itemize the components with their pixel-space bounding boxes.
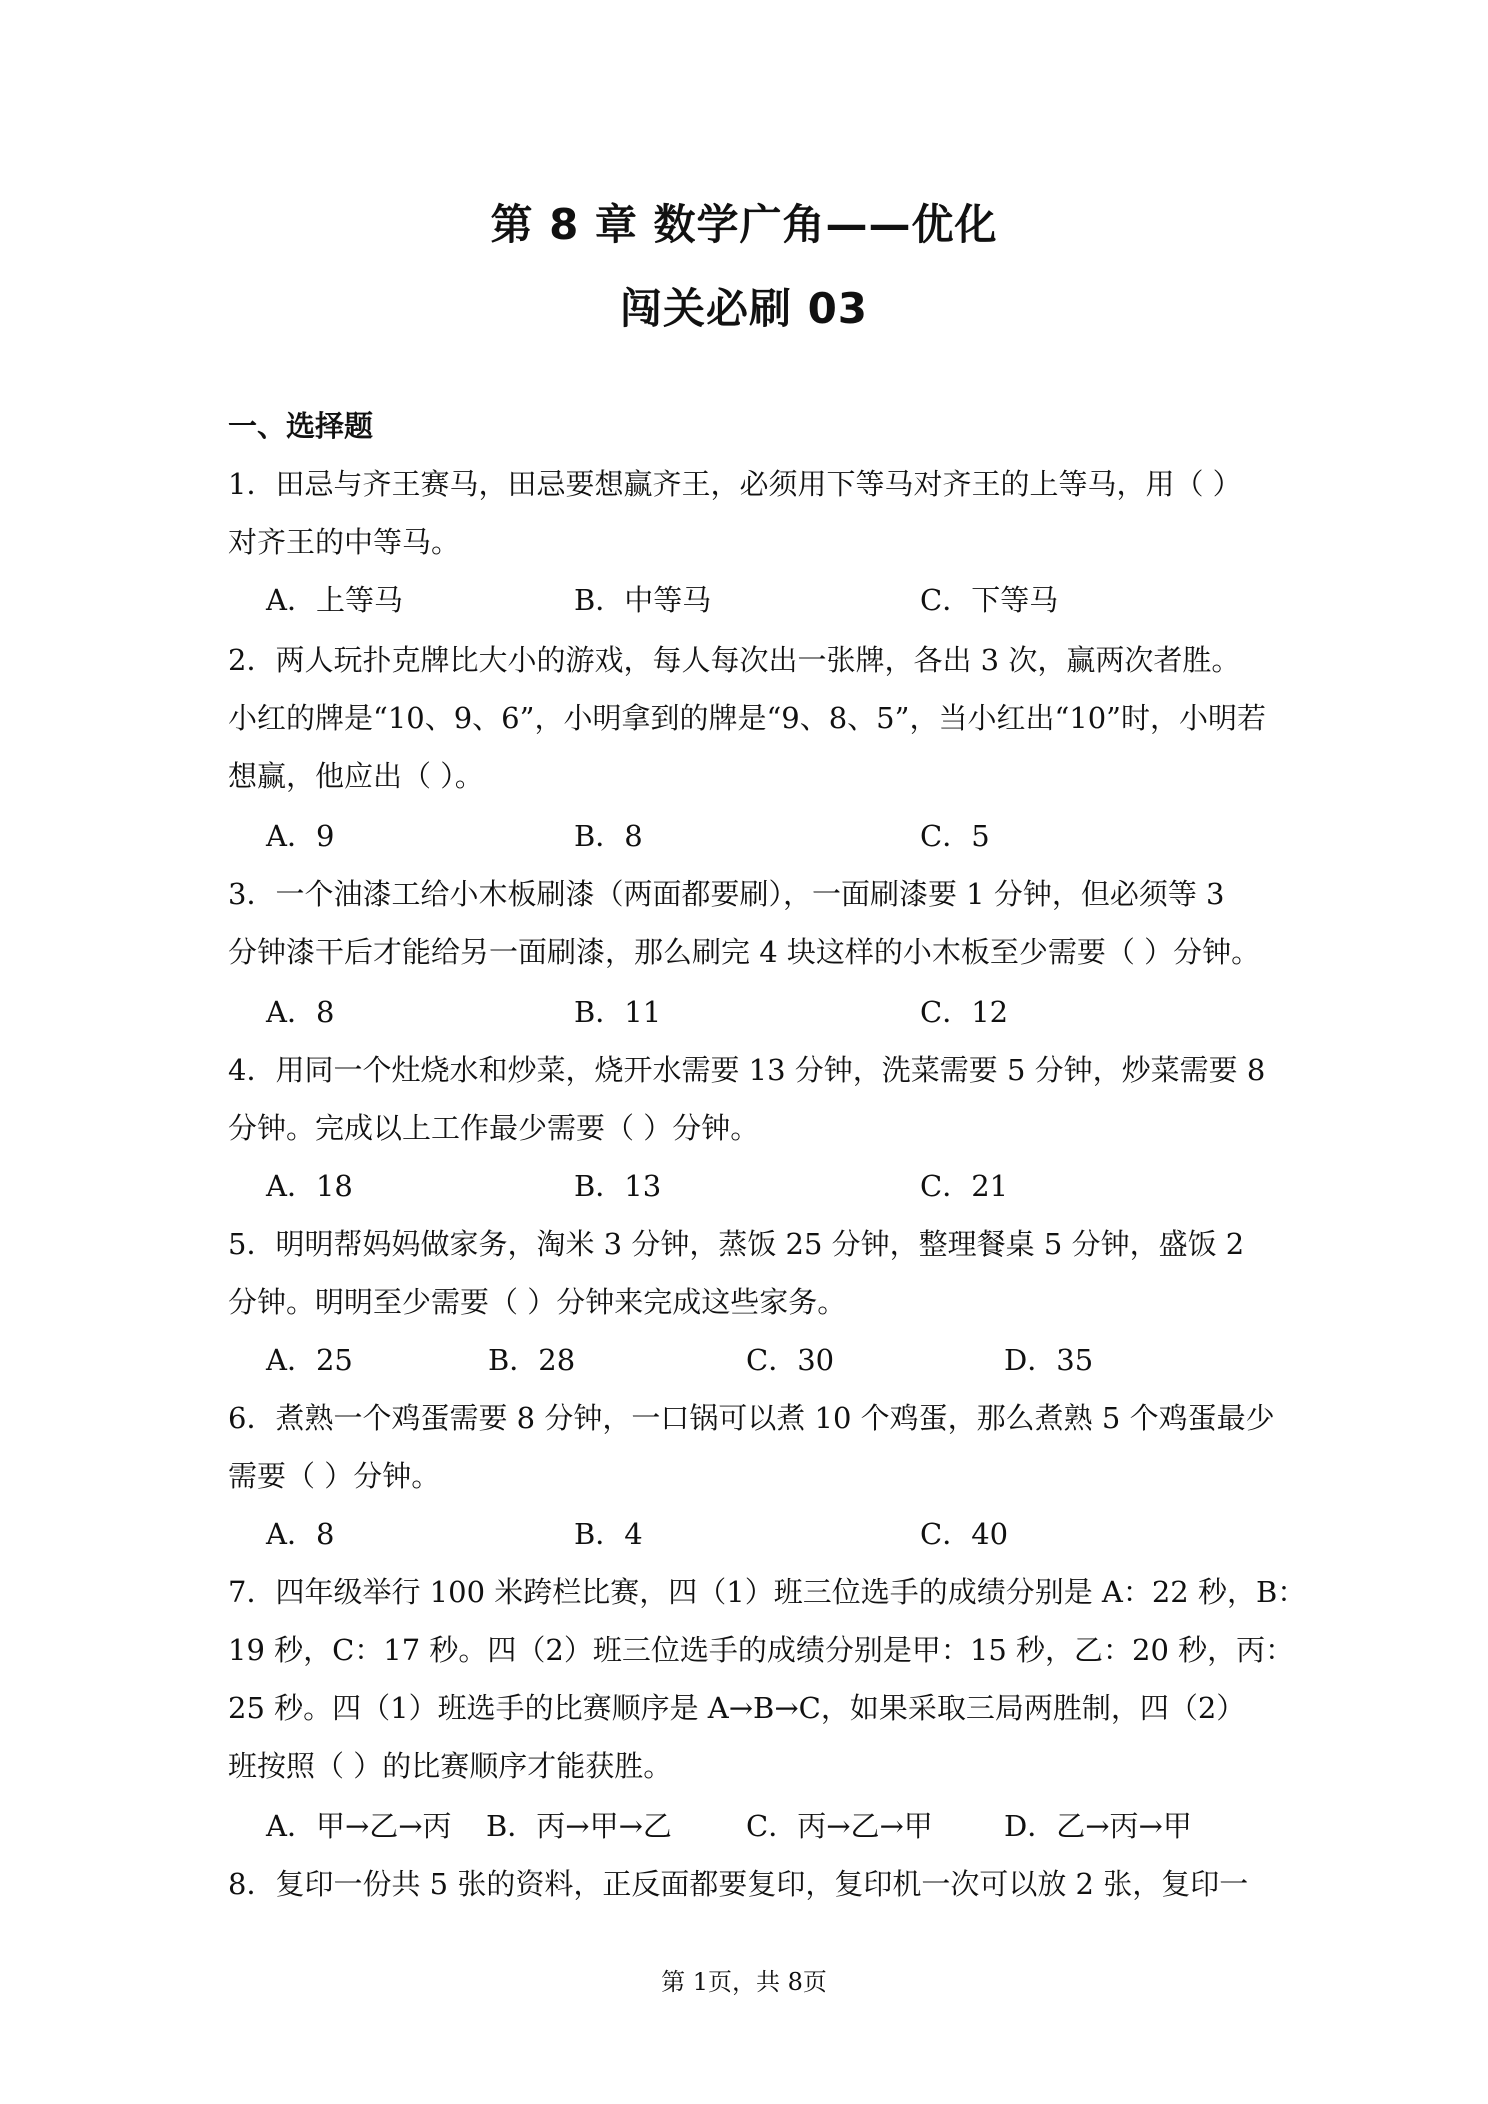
question-7-line-1: 7．四年级举行 100 米跨栏比赛，四（1）班三位选手的成绩分别是 A：22 秒，B：: [228, 1575, 1307, 1609]
question-5-option-b: B．28: [488, 1343, 576, 1377]
question-7-line-2: 19 秒，C：17 秒。四（2）班三位选手的成绩分别是甲：15 秒，乙：20 秒，丙：: [228, 1633, 1295, 1667]
question-6-option-b: B．4: [574, 1517, 643, 1551]
question-3-line-2: 分钟漆干后才能给另一面刷漆，那么刷完 4 块这样的小木板至少需要（ ）分钟。: [228, 935, 1261, 969]
question-5-option-c: C．30: [746, 1343, 835, 1377]
page-footer: 第 1页，共 8页: [661, 1968, 827, 1996]
question-3-line-1: 3．一个油漆工给小木板刷漆（两面都要刷），一面刷漆要 1 分钟，但必须等 3: [228, 877, 1225, 911]
question-1-line-1: 1．田忌与齐王赛马，田忌要想赢齐王，必须用下等马对齐王的上等马，用（ ）: [228, 467, 1242, 501]
question-2-option-b: B．8: [574, 819, 643, 853]
section-heading: 一、选择题: [228, 409, 374, 443]
question-7-option-c: C．丙→乙→甲: [746, 1809, 933, 1843]
question-4-line-1: 4．用同一个灶烧水和炒菜，烧开水需要 13 分钟，洗菜需要 5 分钟，炒菜需要 8: [228, 1053, 1266, 1087]
question-5-line-1: 5．明明帮妈妈做家务，淘米 3 分钟，蒸饭 25 分钟，整理餐桌 5 分钟，盛饭 2: [228, 1227, 1245, 1261]
question-6-line-2: 需要（ ）分钟。: [228, 1459, 441, 1493]
question-2-option-c: C．5: [920, 819, 990, 853]
question-1-option-b: B．中等马: [574, 583, 712, 617]
question-7-line-3: 25 秒。四（1）班选手的比赛顺序是 A→B→C，如果采取三局两胜制，四（2）: [228, 1691, 1246, 1725]
page-title: 第 8 章 数学广角——优化: [490, 200, 998, 249]
question-4-option-b: B．13: [574, 1169, 662, 1203]
question-6-line-1: 6．煮熟一个鸡蛋需要 8 分钟，一口锅可以煮 10 个鸡蛋，那么煮熟 5 个鸡蛋最少: [228, 1401, 1275, 1435]
question-4-option-a: A．18: [266, 1169, 353, 1203]
question-7-option-a: A．甲→乙→丙: [266, 1809, 452, 1843]
question-1-option-a: A．上等马: [266, 583, 403, 617]
question-7-option-b: B．丙→甲→乙: [486, 1809, 672, 1843]
question-7-line-4: 班按照（ ）的比赛顺序才能获胜。: [228, 1749, 673, 1783]
question-5-option-a: A．25: [266, 1343, 353, 1377]
question-3-option-a: A．8: [266, 995, 335, 1029]
question-2-line-2: 小红的牌是“10、9、6”，小明拿到的牌是“9、8、5”，当小红出“10”时，小明若: [228, 701, 1267, 735]
question-6-option-a: A．8: [266, 1517, 335, 1551]
question-7-option-d: D．乙→丙→甲: [1004, 1809, 1192, 1843]
question-4-option-c: C．21: [920, 1169, 1009, 1203]
question-2-line-1: 2．两人玩扑克牌比大小的游戏，每人每次出一张牌，各出 3 次，赢两次者胜。: [228, 643, 1241, 677]
question-5-option-d: D．35: [1004, 1343, 1094, 1377]
question-2-option-a: A．9: [266, 819, 335, 853]
question-8-line-1: 8．复印一份共 5 张的资料，正反面都要复印，复印机一次可以放 2 张，复印一: [228, 1867, 1249, 1901]
page-subtitle: 闯关必刷 03: [619, 284, 869, 333]
question-6-option-c: C．40: [920, 1517, 1009, 1551]
question-2-line-3: 想赢，他应出（ ）。: [228, 759, 484, 793]
question-3-option-c: C．12: [920, 995, 1009, 1029]
question-4-line-2: 分钟。完成以上工作最少需要（ ）分钟。: [228, 1111, 760, 1145]
question-1-option-c: C．下等马: [920, 583, 1059, 617]
question-1-line-2: 对齐王的中等马。: [228, 525, 461, 559]
question-5-line-2: 分钟。明明至少需要（ ）分钟来完成这些家务。: [228, 1285, 847, 1319]
question-3-option-b: B．11: [574, 995, 662, 1029]
